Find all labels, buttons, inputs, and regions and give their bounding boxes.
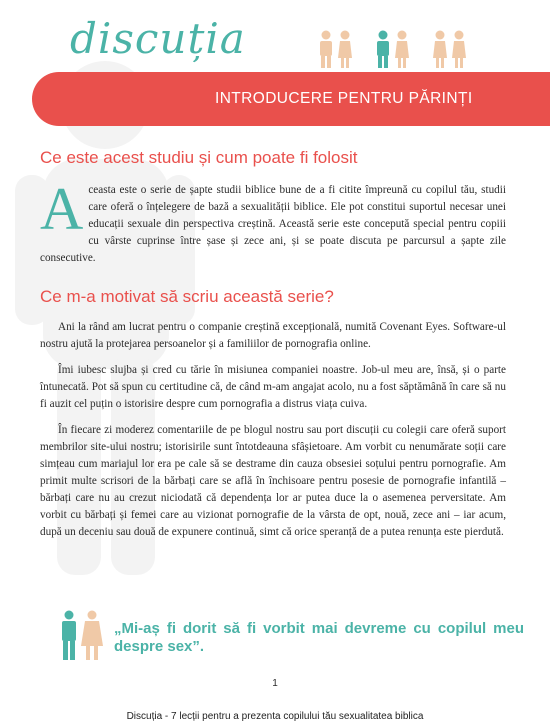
quote-text: „Mi-aș fi dorit să fi vorbit mai devreme cu copilul meu despre sex”. bbox=[114, 620, 524, 655]
people-icons bbox=[318, 30, 467, 68]
banner-title: INTRODUCERE PENTRU PĂRINȚI bbox=[215, 90, 473, 107]
man-peach-icon bbox=[318, 30, 334, 68]
pull-quote bbox=[58, 610, 524, 660]
woman-peach-icon bbox=[337, 30, 353, 68]
section-title-study: Ce este acest studiu și cum poate fi folosit bbox=[40, 148, 358, 167]
body-paragraph: Îmi iubesc slujba și cred cu tărie în misiunea companiei noastre. Job-ul meu are, însă, și o parte întunecată. Pot să spun cu certitudine că, de când m-am angajat acolo, nu a fost săptămână în care să nu fi auzit cel puțin o istorisire despre cum pornografia a distrus viața cuiva. bbox=[40, 364, 506, 410]
woman-peach-icon bbox=[451, 30, 467, 68]
intro-text: ceasta este o serie de șapte studii biblice bune de a fi citite împreună cu copilul tău, studii care oferă o înțelegere de bază a sexualității biblice. Ele pot constitui suportul necesar unei educații sexuale din perspectiva creștină. Această serie este concepută special pentru copiii cu vârste cuprinse între șase și zece ani, și se poate discuta pe parcursul a șapte zile consecutive. bbox=[40, 184, 506, 264]
drop-cap: A bbox=[40, 176, 84, 242]
woman-peach-icon bbox=[432, 30, 448, 68]
logo-text: discuția bbox=[70, 14, 246, 63]
footer-text: Discuția - 7 lecții pentru a prezenta copilului tău sexualitatea biblica bbox=[126, 711, 424, 722]
intro-paragraph bbox=[40, 176, 506, 267]
women-icon bbox=[432, 30, 467, 68]
page-number: 1 bbox=[272, 678, 278, 689]
section-title-motivation: Ce m-a motivat să scriu această serie? bbox=[40, 287, 334, 306]
body-paragraph: Ani la rând am lucrat pentru o companie creștină excepțională, numită Covenant Eyes. Software-ul nostru ajută la protejarea persoanelor și a familiilor de pornografia online. bbox=[40, 321, 506, 350]
main-content bbox=[40, 148, 506, 541]
woman-peach-icon bbox=[394, 30, 410, 68]
page-header bbox=[0, 0, 550, 125]
couple-icon bbox=[375, 30, 410, 68]
man-woman-icon bbox=[58, 610, 106, 660]
man-teal-icon bbox=[375, 30, 391, 68]
body-paragraph: În fiecare zi moderez comentariile de pe blogul nostru sau port discuții cu colegii care oferă suport membrilor site-ului nostru; istorisirile sunt întotdeauna sfâșietoare. Am vorbit cu nenumărate soții care simțeau cum mariajul lor era pe cale să se destrame din cauza obsesiei soțului pentru pornografie. Am primit multe scrisori de la bărbați care se află în închisoare pentru posesie de pornografie infantilă – bărbați care nu au crezut niciodată că dependența lor ar putea duce la o asemenea perversitate. Am vorbit cu bărbați și femei care au vizionat pornografie de la vârsta de opt, nouă, zece ani – iar acum, după un deceniu sau două de expunere continuă, simt că orice speranță de a putea renunța este pierdută. bbox=[40, 424, 506, 538]
family-icon bbox=[318, 30, 353, 68]
